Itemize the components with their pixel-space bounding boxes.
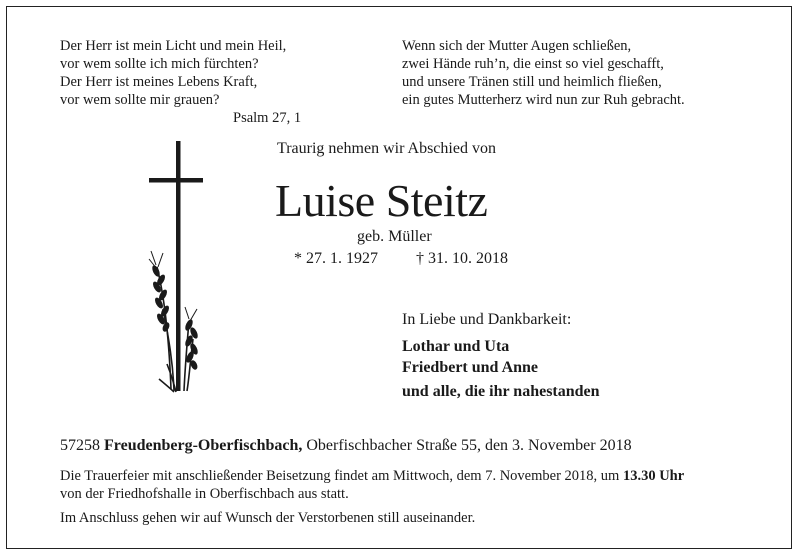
funeral-line-1 — [60, 467, 684, 485]
funeral-info — [60, 467, 684, 527]
poem-line: zwei Hände ruh’n, die einst so viel geschafft, — [402, 56, 664, 72]
mourners-list — [402, 336, 600, 402]
thanks-heading: In Liebe und Dankbarkeit: — [402, 311, 572, 328]
cross-with-wheat-icon — [127, 139, 237, 399]
obituary-card — [6, 6, 792, 549]
mother-poem — [402, 37, 685, 109]
mourner-entry: Lothar und Uta — [402, 338, 510, 355]
life-dates — [294, 250, 508, 268]
psalm-verse — [60, 37, 286, 109]
funeral-time: 13.30 Uhr — [622, 468, 685, 484]
birth-date: * 27. 1. 1927 — [294, 250, 378, 267]
town: Freudenberg-Oberfischbach, — [104, 437, 303, 454]
funeral-details: Die Trauerfeier mit anschließender Beisetzung findet am Mittwoch, dem 7. November 2018, um — [60, 468, 623, 484]
deceased-name: Luise Steitz — [275, 175, 488, 226]
psalm-line: Der Herr ist mein Licht und mein Heil, — [60, 38, 287, 54]
psalm-line: Der Herr ist meines Lebens Kraft, — [60, 74, 258, 90]
address-line — [60, 437, 632, 455]
maiden-name: geb. Müller — [357, 228, 432, 245]
death-date: † 31. 10. 2018 — [416, 250, 508, 267]
psalm-citation: Psalm 27, 1 — [233, 110, 302, 126]
poem-line: Wenn sich der Mutter Augen schließen, — [402, 38, 632, 54]
mourner-entry: Friedbert und Anne — [402, 359, 539, 376]
funeral-line-2: von der Friedhofshalle in Oberfischbach aus statt. — [60, 486, 349, 502]
poem-line: ein gutes Mutterherz wird nun zur Ruh gebracht. — [402, 92, 685, 108]
funeral-line-3: Im Anschluss gehen wir auf Wunsch der Verstorbenen still auseinander. — [60, 510, 476, 526]
mourner-entry: und alle, die ihr nahestanden — [402, 383, 600, 400]
postcode: 57258 — [60, 437, 100, 454]
address-date: Oberfischbacher Straße 55, den 3. November 2018 — [306, 437, 632, 454]
psalm-line: vor wem sollte ich mich fürchten? — [60, 56, 259, 72]
intro-text: Traurig nehmen wir Abschied von — [277, 140, 496, 157]
poem-line: und unsere Tränen still und heimlich fließen, — [402, 74, 662, 90]
psalm-line: vor wem sollte mir grauen? — [60, 92, 220, 108]
